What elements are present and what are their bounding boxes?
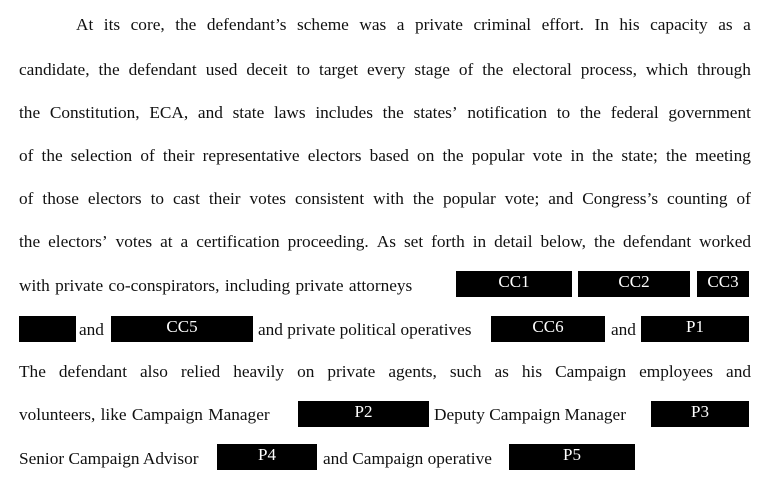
word: core, [130,15,165,34]
word: with [373,189,404,208]
word: meeting [695,146,751,165]
word: of [458,60,474,79]
word: every [367,60,406,79]
redaction-p2: P2 [298,401,429,427]
word: their [162,146,195,165]
word: also [140,362,168,381]
text-line-9 [19,360,751,384]
word: employees [639,362,714,381]
text-segment: and private political operatives [258,320,472,339]
word: In [594,15,609,34]
word: target [319,60,359,79]
word: electors [87,189,142,208]
text-line-6 [19,230,751,254]
word: At [76,15,94,34]
word: representative [202,146,300,165]
word: criminal [473,15,532,34]
word: which [645,60,689,79]
text-segment: and [611,320,636,339]
word: used [205,60,238,79]
word: defendant’s [206,15,287,34]
word: certification [196,232,280,251]
word: worked [699,232,751,251]
word: the [19,232,41,251]
word: ECA, [149,103,189,122]
word: selection [70,146,133,165]
word: forth [431,232,465,251]
word: federal [610,103,659,122]
word: defendant [128,60,197,79]
word: candidate, [19,60,90,79]
word: below, [540,232,586,251]
word: in [570,146,584,165]
word: the [592,146,614,165]
text-line-2 [19,58,751,82]
word: Congress’s [582,189,659,208]
redaction-p1: P1 [641,316,749,342]
word: private [414,15,463,34]
word: the [412,189,434,208]
word: to [296,60,311,79]
text-line-11 [19,447,751,471]
word: their [208,189,241,208]
redaction-cc3: CC3 [697,271,749,297]
word: the [593,232,616,251]
word: at [160,232,173,251]
word: Constitution, [49,103,140,122]
word: notification [467,103,547,122]
word: laws [273,103,306,122]
word: his [619,15,640,34]
word: popular [442,189,496,208]
word: capacity [650,15,708,34]
word: was [359,15,387,34]
word: as [718,15,733,34]
text-segment: Deputy Campaign Manager [434,405,626,424]
word: heavily [233,362,285,381]
word: votes [115,232,153,251]
word: a [743,15,751,34]
word: Campaign [555,362,627,381]
word: stage [414,60,450,79]
redaction-cc5: CC5 [111,316,253,342]
word: electors’ [48,232,108,251]
text-line-4 [19,144,751,168]
word: as [494,362,509,381]
word: the [98,60,120,79]
word: and [726,362,751,381]
redaction-p3: P3 [651,401,749,427]
word: the [482,60,504,79]
word: vote; [504,189,540,208]
word: and [548,189,574,208]
word: in [472,232,487,251]
word: the [442,146,464,165]
word: private [327,362,376,381]
word: counting [667,189,728,208]
word: defendant [58,362,128,381]
word: on [417,146,435,165]
word: consistent [295,189,365,208]
word: electors [307,146,362,165]
text-line-5 [19,187,751,211]
word: process, [580,60,637,79]
word: a [180,232,189,251]
word: popular [471,146,525,165]
word: of [736,189,751,208]
word: set [403,232,424,251]
word: defendant [623,232,692,251]
word: states’ [413,103,458,122]
word: through [697,60,751,79]
word: relied [180,362,221,381]
text-segment: with private co-conspirators, including private attorneys [19,276,413,295]
word: of [19,189,34,208]
word: the [665,146,688,165]
word: such [449,362,482,381]
word: and [197,103,223,122]
word: votes [249,189,287,208]
redaction-p5: P5 [509,444,635,470]
word: of [140,146,155,165]
word: electoral [512,60,572,79]
word: the [579,103,601,122]
text-segment: and Campaign operative [323,449,492,468]
text-line-1 [76,13,751,37]
word: As [376,232,396,251]
word: a [396,15,405,34]
word: to [556,103,571,122]
text-segment: Senior Campaign Advisor [19,449,199,468]
word: to [150,189,165,208]
word: proceeding. [287,232,369,251]
word: its [103,15,121,34]
word: state; [621,146,658,165]
word: state [232,103,265,122]
word: the [175,15,197,34]
word: the [382,103,404,122]
word: detail [494,232,533,251]
text-segment: and [79,320,104,339]
word: vote [532,146,563,165]
word: includes [315,103,373,122]
word: The [19,362,46,381]
word: of [19,146,34,165]
word: scheme [297,15,349,34]
redaction-cc2: CC2 [578,271,690,297]
word: his [521,362,543,381]
word: deceit [246,60,288,79]
word: those [42,189,79,208]
redaction-cc1: CC1 [456,271,572,297]
redaction-p4: P4 [217,444,317,470]
word: agents, [388,362,437,381]
text-segment: volunteers, like Campaign Manager [19,405,270,424]
word: effort. [541,15,584,34]
word: on [297,362,315,381]
text-line-3 [19,101,751,125]
word: government [668,103,751,122]
word: the [41,146,63,165]
word: cast [173,189,200,208]
word: the [19,103,41,122]
redaction-cc6: CC6 [491,316,605,342]
word: based [369,146,409,165]
